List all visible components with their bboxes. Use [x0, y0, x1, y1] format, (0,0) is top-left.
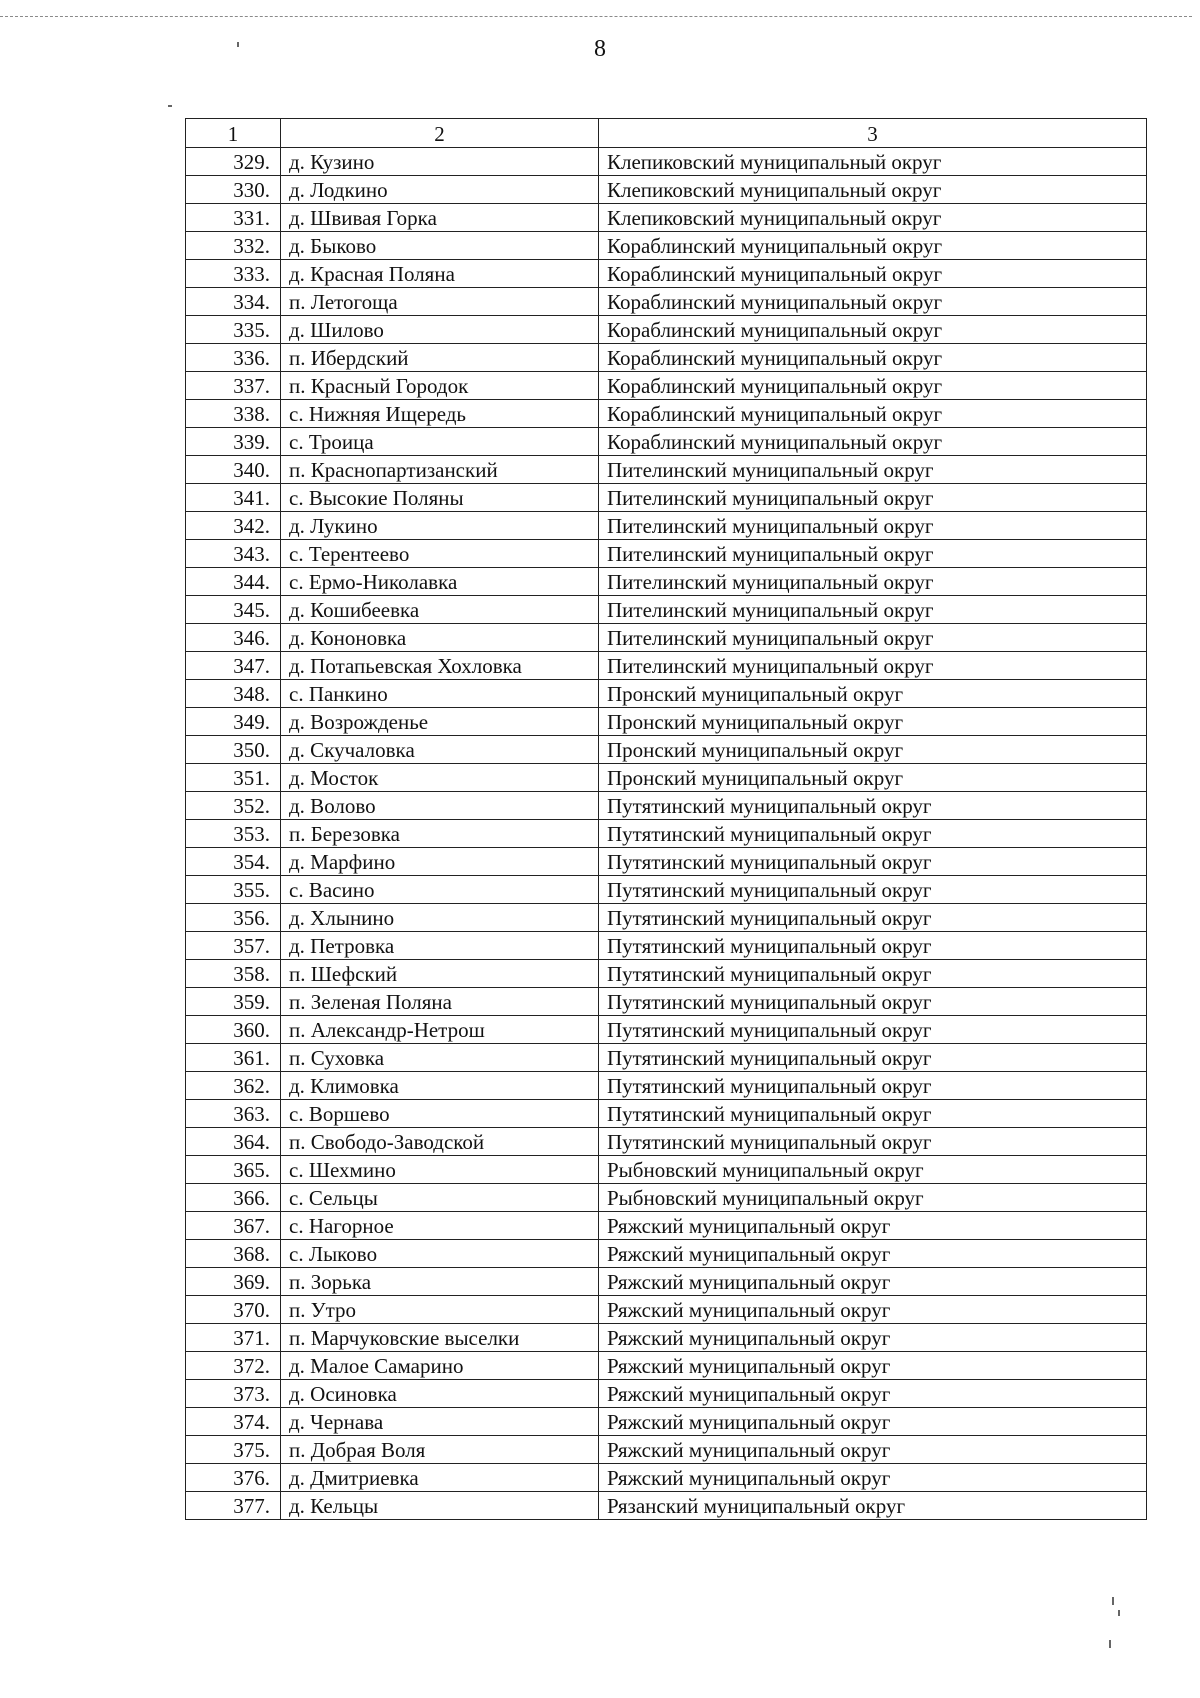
district-cell: Ряжский муниципальный округ [599, 1436, 1147, 1464]
settlement-cell: с. Шехмино [281, 1156, 599, 1184]
table-row [186, 708, 1147, 736]
row-number-cell: 342. [186, 512, 281, 540]
settlement-cell: д. Мосток [281, 764, 599, 792]
row-number-cell: 331. [186, 204, 281, 232]
district-cell: Клепиковский муниципальный округ [599, 148, 1147, 176]
row-number-cell: 369. [186, 1268, 281, 1296]
district-cell: Рыбновский муниципальный округ [599, 1156, 1147, 1184]
table-row [186, 400, 1147, 428]
row-number-cell: 364. [186, 1128, 281, 1156]
settlement-cell: с. Нижняя Ищередь [281, 400, 599, 428]
settlement-cell: с. Лыково [281, 1240, 599, 1268]
district-cell: Кораблинский муниципальный округ [599, 260, 1147, 288]
table-row [186, 876, 1147, 904]
table-row [186, 428, 1147, 456]
table-row [186, 260, 1147, 288]
district-cell: Рязанский муниципальный округ [599, 1492, 1147, 1520]
table-row [186, 540, 1147, 568]
settlement-cell: д. Малое Самарино [281, 1352, 599, 1380]
header-col-2: 2 [281, 119, 599, 148]
district-cell: Ряжский муниципальный округ [599, 1408, 1147, 1436]
settlement-cell: с. Высокие Поляны [281, 484, 599, 512]
table-row [186, 372, 1147, 400]
table-row [186, 1436, 1147, 1464]
district-cell: Пителинский муниципальный округ [599, 540, 1147, 568]
row-number-cell: 373. [186, 1380, 281, 1408]
settlement-cell: с. Нагорное [281, 1212, 599, 1240]
district-cell: Путятинский муниципальный округ [599, 932, 1147, 960]
row-number-cell: 346. [186, 624, 281, 652]
row-number-cell: 335. [186, 316, 281, 344]
settlement-cell: п. Свободо-Заводской [281, 1128, 599, 1156]
row-number-cell: 367. [186, 1212, 281, 1240]
row-number-cell: 334. [186, 288, 281, 316]
settlement-cell: д. Лукино [281, 512, 599, 540]
row-number-cell: 345. [186, 596, 281, 624]
table-row [186, 960, 1147, 988]
district-cell: Пителинский муниципальный округ [599, 596, 1147, 624]
row-number-cell: 337. [186, 372, 281, 400]
district-cell: Пронский муниципальный округ [599, 764, 1147, 792]
table-row [186, 1044, 1147, 1072]
settlement-cell: д. Волово [281, 792, 599, 820]
district-cell: Кораблинский муниципальный округ [599, 288, 1147, 316]
row-number-cell: 366. [186, 1184, 281, 1212]
settlement-cell: с. Панкино [281, 680, 599, 708]
row-number-cell: 359. [186, 988, 281, 1016]
scan-speck [237, 42, 239, 47]
table-row [186, 1408, 1147, 1436]
table-body [186, 119, 1147, 1520]
row-number-cell: 358. [186, 960, 281, 988]
district-cell: Ряжский муниципальный округ [599, 1296, 1147, 1324]
table-row [186, 680, 1147, 708]
table-row [186, 176, 1147, 204]
settlement-cell: с. Терентеево [281, 540, 599, 568]
district-cell: Кораблинский муниципальный округ [599, 372, 1147, 400]
row-number-cell: 348. [186, 680, 281, 708]
row-number-cell: 336. [186, 344, 281, 372]
settlement-cell: п. Ибердский [281, 344, 599, 372]
table-row [186, 1296, 1147, 1324]
table-row [186, 932, 1147, 960]
table-row [186, 1072, 1147, 1100]
row-number-cell: 356. [186, 904, 281, 932]
row-number-cell: 363. [186, 1100, 281, 1128]
table-row [186, 568, 1147, 596]
district-cell: Кораблинский муниципальный округ [599, 400, 1147, 428]
district-cell: Путятинский муниципальный округ [599, 820, 1147, 848]
table-row [186, 652, 1147, 680]
table-row [186, 1212, 1147, 1240]
district-cell: Рыбновский муниципальный округ [599, 1184, 1147, 1212]
district-cell: Ряжский муниципальный округ [599, 1352, 1147, 1380]
row-number-cell: 349. [186, 708, 281, 736]
table-row [186, 1492, 1147, 1520]
row-number-cell: 372. [186, 1352, 281, 1380]
settlement-cell: с. Васино [281, 876, 599, 904]
settlement-cell: с. Троица [281, 428, 599, 456]
row-number-cell: 352. [186, 792, 281, 820]
district-cell: Путятинский муниципальный округ [599, 1044, 1147, 1072]
settlement-cell: с. Воршево [281, 1100, 599, 1128]
row-number-cell: 374. [186, 1408, 281, 1436]
settlement-cell: п. Марчуковские выселки [281, 1324, 599, 1352]
page-number: 8 [594, 36, 606, 62]
table-row [186, 1464, 1147, 1492]
row-number-cell: 370. [186, 1296, 281, 1324]
district-cell: Путятинский муниципальный округ [599, 988, 1147, 1016]
row-number-cell: 330. [186, 176, 281, 204]
settlement-cell: д. Климовка [281, 1072, 599, 1100]
table-row [186, 820, 1147, 848]
table-row [186, 1352, 1147, 1380]
table-row [186, 316, 1147, 344]
settlement-cell: д. Чернава [281, 1408, 599, 1436]
table-row [186, 1324, 1147, 1352]
district-cell: Ряжский муниципальный округ [599, 1268, 1147, 1296]
row-number-cell: 362. [186, 1072, 281, 1100]
header-col-3: 3 [599, 119, 1147, 148]
district-cell: Путятинский муниципальный округ [599, 904, 1147, 932]
settlement-cell: д. Кельцы [281, 1492, 599, 1520]
row-number-cell: 368. [186, 1240, 281, 1268]
row-number-cell: 350. [186, 736, 281, 764]
row-number-cell: 377. [186, 1492, 281, 1520]
table-row [186, 848, 1147, 876]
district-cell: Ряжский муниципальный округ [599, 1240, 1147, 1268]
district-cell: Пителинский муниципальный округ [599, 568, 1147, 596]
row-number-cell: 339. [186, 428, 281, 456]
settlement-cell: д. Кононовка [281, 624, 599, 652]
row-number-cell: 341. [186, 484, 281, 512]
district-cell: Кораблинский муниципальный округ [599, 428, 1147, 456]
row-number-cell: 344. [186, 568, 281, 596]
settlement-cell: д. Осиновка [281, 1380, 599, 1408]
row-number-cell: 365. [186, 1156, 281, 1184]
header-col-1: 1 [186, 119, 281, 148]
district-cell: Пителинский муниципальный округ [599, 484, 1147, 512]
district-cell: Кораблинский муниципальный округ [599, 232, 1147, 260]
table-row [186, 904, 1147, 932]
settlement-cell: п. Шефский [281, 960, 599, 988]
district-cell: Путятинский муниципальный округ [599, 792, 1147, 820]
district-cell: Кораблинский муниципальный округ [599, 344, 1147, 372]
scan-speck [1118, 1610, 1120, 1616]
row-number-cell: 332. [186, 232, 281, 260]
table-row [186, 148, 1147, 176]
table-row [186, 736, 1147, 764]
table-row [186, 344, 1147, 372]
row-number-cell: 361. [186, 1044, 281, 1072]
settlement-cell: д. Марфино [281, 848, 599, 876]
row-number-cell: 355. [186, 876, 281, 904]
settlement-cell: п. Зеленая Поляна [281, 988, 599, 1016]
district-cell: Путятинский муниципальный округ [599, 848, 1147, 876]
row-number-cell: 338. [186, 400, 281, 428]
district-cell: Ряжский муниципальный округ [599, 1212, 1147, 1240]
row-number-cell: 354. [186, 848, 281, 876]
table-row [186, 988, 1147, 1016]
table-row [186, 512, 1147, 540]
scan-speck [1112, 1597, 1114, 1605]
district-cell: Клепиковский муниципальный округ [599, 204, 1147, 232]
settlement-cell: п. Зорька [281, 1268, 599, 1296]
row-number-cell: 343. [186, 540, 281, 568]
table-row [186, 456, 1147, 484]
district-cell: Путятинский муниципальный округ [599, 876, 1147, 904]
scan-speck [1109, 1640, 1111, 1648]
settlement-cell: п. Александр-Нетрош [281, 1016, 599, 1044]
settlement-cell: д. Кузино [281, 148, 599, 176]
table-row [186, 1156, 1147, 1184]
row-number-cell: 351. [186, 764, 281, 792]
table-row [186, 484, 1147, 512]
table-row [186, 1380, 1147, 1408]
table-row [186, 1100, 1147, 1128]
settlement-cell: д. Потапьевская Хохловка [281, 652, 599, 680]
row-number-cell: 329. [186, 148, 281, 176]
district-cell: Путятинский муниципальный округ [599, 1072, 1147, 1100]
district-cell: Ряжский муниципальный округ [599, 1380, 1147, 1408]
district-cell: Клепиковский муниципальный округ [599, 176, 1147, 204]
district-cell: Пителинский муниципальный округ [599, 652, 1147, 680]
settlement-cell: п. Краснопартизанский [281, 456, 599, 484]
district-cell: Ряжский муниципальный округ [599, 1464, 1147, 1492]
settlement-cell: п. Утро [281, 1296, 599, 1324]
settlement-cell: д. Шилово [281, 316, 599, 344]
table-row [186, 1268, 1147, 1296]
table-row [186, 204, 1147, 232]
settlements-table [185, 118, 1147, 1520]
settlement-cell: д. Красная Поляна [281, 260, 599, 288]
table-row [186, 1016, 1147, 1044]
district-cell: Путятинский муниципальный округ [599, 1016, 1147, 1044]
settlement-cell: д. Возрожденье [281, 708, 599, 736]
settlement-cell: п. Красный Городок [281, 372, 599, 400]
table-row [186, 764, 1147, 792]
row-number-cell: 360. [186, 1016, 281, 1044]
district-cell: Пронский муниципальный округ [599, 708, 1147, 736]
row-number-cell: 371. [186, 1324, 281, 1352]
scan-speck [168, 105, 172, 107]
settlement-cell: п. Суховка [281, 1044, 599, 1072]
settlement-cell: с. Сельцы [281, 1184, 599, 1212]
district-cell: Пронский муниципальный округ [599, 736, 1147, 764]
row-number-cell: 333. [186, 260, 281, 288]
table-row [186, 1128, 1147, 1156]
settlement-cell: п. Березовка [281, 820, 599, 848]
district-cell: Пителинский муниципальный округ [599, 624, 1147, 652]
table-row [186, 1240, 1147, 1268]
table-row [186, 288, 1147, 316]
row-number-cell: 353. [186, 820, 281, 848]
settlement-cell: д. Кошибеевка [281, 596, 599, 624]
district-cell: Пителинский муниципальный округ [599, 456, 1147, 484]
district-cell: Путятинский муниципальный округ [599, 1128, 1147, 1156]
district-cell: Ряжский муниципальный округ [599, 1324, 1147, 1352]
table-row [186, 232, 1147, 260]
row-number-cell: 357. [186, 932, 281, 960]
table-row [186, 792, 1147, 820]
district-cell: Путятинский муниципальный округ [599, 960, 1147, 988]
settlement-cell: д. Хлынино [281, 904, 599, 932]
row-number-cell: 347. [186, 652, 281, 680]
settlement-cell: д. Скучаловка [281, 736, 599, 764]
table-row [186, 596, 1147, 624]
district-cell: Путятинский муниципальный округ [599, 1100, 1147, 1128]
row-number-cell: 375. [186, 1436, 281, 1464]
settlement-cell: д. Петровка [281, 932, 599, 960]
table-row [186, 1184, 1147, 1212]
table-row [186, 624, 1147, 652]
settlement-cell: с. Ермо-Николавка [281, 568, 599, 596]
district-cell: Пителинский муниципальный округ [599, 512, 1147, 540]
settlement-cell: п. Летогоща [281, 288, 599, 316]
table-header-row [186, 119, 1147, 148]
row-number-cell: 376. [186, 1464, 281, 1492]
settlement-cell: д. Лодкино [281, 176, 599, 204]
top-scan-rule [0, 16, 1192, 17]
district-cell: Пронский муниципальный округ [599, 680, 1147, 708]
settlement-cell: д. Швивая Горка [281, 204, 599, 232]
row-number-cell: 340. [186, 456, 281, 484]
settlement-cell: д. Дмитриевка [281, 1464, 599, 1492]
settlement-cell: д. Быково [281, 232, 599, 260]
district-cell: Кораблинский муниципальный округ [599, 316, 1147, 344]
settlement-cell: п. Добрая Воля [281, 1436, 599, 1464]
